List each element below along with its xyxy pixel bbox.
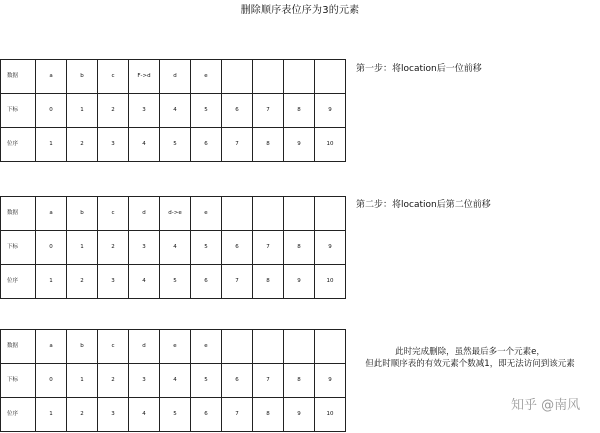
step3-caption-line2: 但此时顺序表的有效元素个数减1，即无法访问到该元素 [365, 359, 575, 369]
table-cell: 2 [67, 265, 98, 299]
table-cell: 1 [67, 231, 98, 265]
row-label: 数据 [1, 330, 36, 364]
table-cell: 5 [191, 364, 222, 398]
step3-table [0, 329, 346, 432]
table-cell: d [129, 197, 160, 231]
row-label: 数据 [1, 197, 36, 231]
table-cell: 5 [160, 128, 191, 162]
step2-table [0, 196, 346, 299]
table-cell: 5 [160, 398, 191, 432]
step3-caption-line1: 此时完成删除，虽然最后多一个元素e， [395, 347, 545, 357]
table-cell: 2 [98, 231, 129, 265]
data-row [1, 197, 346, 231]
table-cell: e [191, 330, 222, 364]
table-cell: 4 [129, 128, 160, 162]
table-cell: 1 [67, 94, 98, 128]
table-cell: 8 [284, 231, 315, 265]
row-label: 位序 [1, 265, 36, 299]
position-row [1, 398, 346, 432]
empty-cell [284, 330, 315, 364]
table-cell: 7 [253, 94, 284, 128]
table-cell: c [98, 330, 129, 364]
table-cell: 6 [222, 364, 253, 398]
table-cell: b [67, 197, 98, 231]
table-cell: 5 [191, 94, 222, 128]
step1-table [0, 59, 346, 162]
table-cell: c [98, 197, 129, 231]
table-cell: 3 [129, 231, 160, 265]
empty-cell [284, 197, 315, 231]
table-cell: 3 [129, 364, 160, 398]
table-cell: 2 [67, 128, 98, 162]
table-cell: d->e [160, 197, 191, 231]
table-cell: 6 [191, 128, 222, 162]
step2-caption: 第二步：将location后第二位前移 [356, 200, 491, 210]
diagram-title: 删除顺序表位序为3的元素 [240, 5, 360, 16]
empty-cell [315, 60, 346, 94]
index-row [1, 231, 346, 265]
table-cell: 7 [222, 398, 253, 432]
table-cell: 6 [191, 398, 222, 432]
empty-cell [222, 330, 253, 364]
position-row [1, 128, 346, 162]
empty-cell [253, 330, 284, 364]
table-cell: 9 [284, 398, 315, 432]
table-cell: a [36, 330, 67, 364]
step3-caption [340, 346, 600, 370]
table-cell: 0 [36, 364, 67, 398]
row-label: 位序 [1, 398, 36, 432]
table-cell: 3 [129, 94, 160, 128]
table-cell: 1 [36, 128, 67, 162]
position-row [1, 265, 346, 299]
table-cell: a [36, 197, 67, 231]
table-cell: 4 [160, 94, 191, 128]
data-row [1, 330, 346, 364]
table-cell: b [67, 60, 98, 94]
table-cell: 3 [98, 265, 129, 299]
table-cell: 4 [129, 265, 160, 299]
index-row [1, 364, 346, 398]
table-cell: 4 [160, 364, 191, 398]
table-cell: 5 [160, 265, 191, 299]
row-label: 下标 [1, 231, 36, 265]
table-cell: 4 [160, 231, 191, 265]
table-cell: 4 [129, 398, 160, 432]
index-row [1, 94, 346, 128]
table-cell: 2 [98, 364, 129, 398]
empty-cell [222, 60, 253, 94]
data-row [1, 60, 346, 94]
table-cell: 7 [253, 364, 284, 398]
table-cell: 9 [315, 231, 346, 265]
table-cell: 0 [36, 231, 67, 265]
table-cell: 6 [191, 265, 222, 299]
empty-cell [284, 60, 315, 94]
empty-cell [222, 197, 253, 231]
table-cell: 6 [222, 231, 253, 265]
table-cell: 9 [284, 265, 315, 299]
table-cell: 6 [222, 94, 253, 128]
table-cell: 2 [67, 398, 98, 432]
row-label: 位序 [1, 128, 36, 162]
table-cell: 7 [253, 231, 284, 265]
table-cell: 1 [36, 265, 67, 299]
table-cell: c [98, 60, 129, 94]
table-cell: 9 [315, 364, 346, 398]
table-cell: 8 [253, 128, 284, 162]
table-cell: 9 [315, 94, 346, 128]
table-cell: 8 [253, 265, 284, 299]
table-cell: e [191, 60, 222, 94]
table-cell: 5 [191, 231, 222, 265]
table-cell: 3 [98, 398, 129, 432]
table-cell: a [36, 60, 67, 94]
row-label: 数据 [1, 60, 36, 94]
watermark: 知乎 @南风 [511, 398, 581, 413]
table-cell: 7 [222, 128, 253, 162]
table-cell: b [67, 330, 98, 364]
table-cell: 8 [253, 398, 284, 432]
table-cell: 1 [36, 398, 67, 432]
table-cell: 3 [98, 128, 129, 162]
table-cell: 8 [284, 94, 315, 128]
table-cell: 10 [315, 265, 346, 299]
empty-cell [253, 197, 284, 231]
table-cell: e [191, 197, 222, 231]
empty-cell [253, 60, 284, 94]
table-cell: 7 [222, 265, 253, 299]
table-cell: d [160, 60, 191, 94]
table-cell: 2 [98, 94, 129, 128]
table-cell: 10 [315, 128, 346, 162]
table-cell: 10 [315, 398, 346, 432]
table-cell: 9 [284, 128, 315, 162]
empty-cell [315, 197, 346, 231]
row-label: 下标 [1, 364, 36, 398]
row-label: 下标 [1, 94, 36, 128]
table-cell: F->d [129, 60, 160, 94]
table-cell: 8 [284, 364, 315, 398]
table-cell: e [160, 330, 191, 364]
step1-caption: 第一步：将location后一位前移 [356, 64, 482, 74]
table-cell: d [129, 330, 160, 364]
table-cell: 1 [67, 364, 98, 398]
table-cell: 0 [36, 94, 67, 128]
